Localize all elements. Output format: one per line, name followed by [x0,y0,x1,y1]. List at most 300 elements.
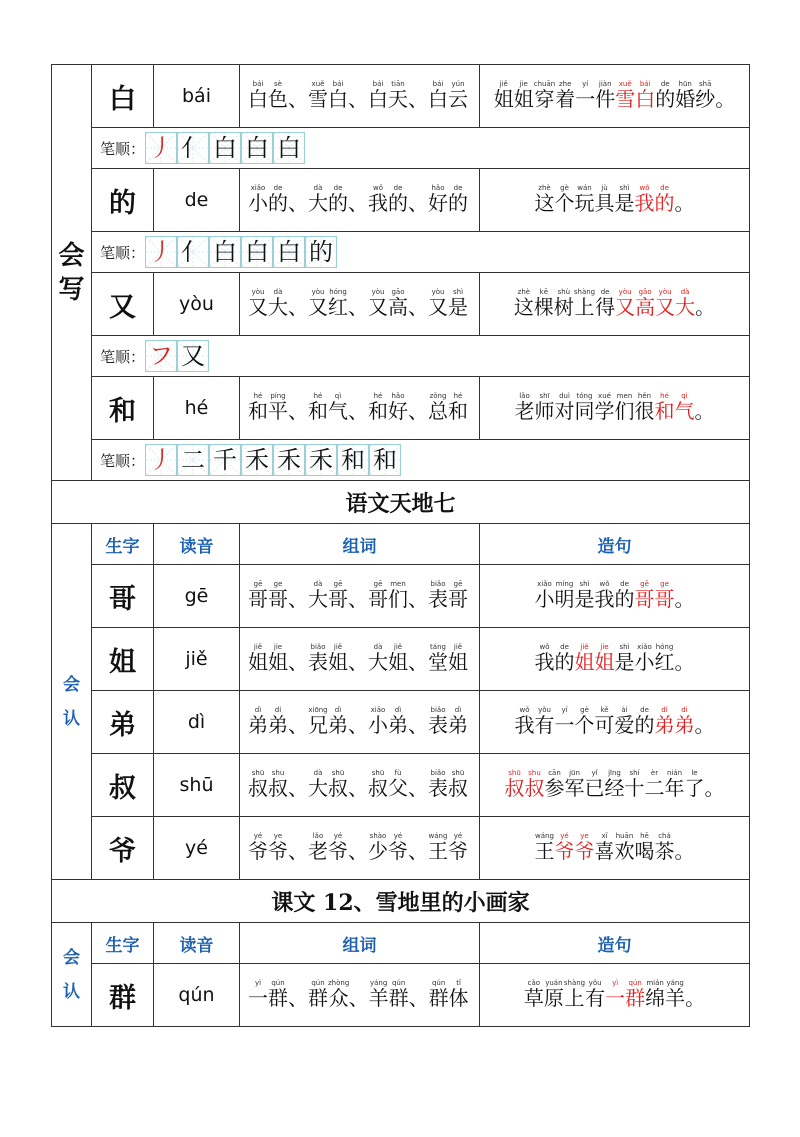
punctuation: 、 [348,776,368,800]
highlighted-char: 群qún [625,979,646,1010]
punctuation: 。 [674,650,695,674]
ruby-char: 是shì [614,643,635,674]
pinyin-annotation: hé [368,392,388,400]
pinyin-annotation: shàng [563,979,586,987]
stroke-step-box [305,444,337,476]
ruby-char: 叔shū [448,769,468,800]
ruby-char: 爷ye [268,832,288,863]
punctuation: 、 [408,650,428,674]
pinyin-annotation: wǒ [634,184,655,192]
group-label-text: 会认 [63,947,80,1002]
ruby-char: 弟dì [248,706,268,737]
words-cell [240,377,480,440]
highlighted-char: 叔shū [504,769,525,800]
words-cell [240,273,480,336]
punctuation: 、 [288,87,308,111]
ruby-char: 叔shū [248,769,268,800]
stroke-boxes [145,340,209,372]
ruby-char: 弟dì [448,706,468,737]
words-cell [240,754,480,817]
pinyin-annotation: biǎo [428,769,448,777]
pinyin-annotation: kē [533,288,554,296]
ruby-char: 的de [614,580,635,611]
example-sentence [535,580,695,612]
group-label-write [52,65,92,481]
punctuation: 。 [715,87,736,111]
character-cell: 白 [92,65,154,128]
ruby-char: 得de [595,288,616,319]
ruby-char: 白bái [248,80,268,111]
character-cell: 姐 [92,628,154,691]
sentence-cell [480,691,750,754]
ruby-char: 堂táng [428,643,448,674]
pinyin-annotation: jiě [248,643,268,651]
pinyin-cell: hé [154,377,240,440]
pinyin-annotation: shì [614,643,635,651]
pinyin-annotation: yé [328,832,348,840]
ruby-char: 哥gē [368,580,388,611]
pinyin-annotation: shū [248,769,268,777]
pinyin-annotation: de [655,80,676,88]
punctuation: 。 [704,776,725,800]
stroke-boxes [145,236,337,268]
pinyin-annotation: cān [544,769,565,777]
pinyin-annotation: hǎo [428,184,448,192]
ruby-char: 羊yáng [368,979,389,1010]
pinyin-annotation: le [684,769,705,777]
highlighted-char: 大dà [675,288,696,319]
pinyin-annotation: chá [654,832,675,840]
write-entry-row [52,65,750,128]
recognize-entry-row [52,754,750,817]
ruby-char: 同tóng [574,392,595,423]
pinyin-annotation: shu [524,769,545,777]
character-cell: 弟 [92,691,154,754]
punctuation: 、 [348,713,368,737]
pinyin-annotation: de [634,706,655,714]
punctuation: 、 [348,399,368,423]
pinyin-annotation: hūn [675,80,696,88]
pinyin-annotation: dì [654,706,675,714]
word-list [248,80,468,112]
stroke-step-glyph: 亻 [181,134,206,162]
pinyin-annotation: gāo [635,288,656,296]
pinyin-annotation: shū [328,769,348,777]
punctuation: 。 [674,587,695,611]
recognize-entry-row [52,691,750,754]
ruby-char: 姐jie [268,643,288,674]
word-list [248,706,468,738]
pinyin-annotation: tiān [388,80,408,88]
stroke-step-box [209,444,241,476]
punctuation: 、 [288,295,308,319]
pinyin-annotation: di [268,706,288,714]
stroke-step-glyph: 亻 [181,238,206,266]
pinyin-annotation: shā [695,80,716,88]
pinyin-annotation: gē [368,580,388,588]
highlighted-char: 和hé [654,392,675,423]
pinyin-annotation: jù [594,184,615,192]
ruby-char: 小xiǎo [634,643,655,674]
pinyin-annotation: fù [388,769,408,777]
stroke-step-box [177,236,209,268]
sentence-cell [480,273,750,336]
pinyin-annotation: biǎo [428,580,448,588]
ruby-char: 一yì [248,979,268,1010]
ruby-char: 爷yé [448,832,468,863]
stroke-step-box [145,236,177,268]
stroke-order-row [52,232,750,273]
ruby-char: 王wáng [428,832,448,863]
punctuation: 、 [348,295,368,319]
stroke-step-glyph: フ [149,342,174,370]
ruby-char: 大dà [368,643,388,674]
punctuation: 、 [348,986,369,1010]
ruby-char: 小xiǎo [368,706,388,737]
highlighted-char: 弟di [674,706,695,737]
punctuation: 、 [408,839,428,863]
pinyin-annotation: shu [268,769,288,777]
pinyin-annotation: yòu [308,288,328,296]
stroke-step-glyph: 丿 [149,134,174,162]
pinyin-annotation: qún [308,979,328,987]
pinyin-annotation: xiǎo [534,580,555,588]
ruby-char: 件jiàn [595,80,616,111]
ruby-char: 小xiǎo [248,184,268,215]
highlighted-char: 姐jie [594,643,615,674]
pinyin-annotation: jiàn [595,80,616,88]
punctuation: 、 [348,191,368,215]
ruby-char: 姐jiě [328,643,348,674]
stroke-step-glyph: 禾 [277,446,302,474]
ruby-char: 白bái [368,80,388,111]
ruby-char: 绵mián [645,979,666,1010]
stroke-step-glyph: 又 [181,342,206,370]
ruby-char: 又yòu [428,288,448,319]
pinyin-annotation: sè [268,80,288,88]
ruby-char: 表biǎo [308,643,328,674]
pinyin-annotation: èr [644,769,665,777]
character-cell: 爷 [92,817,154,880]
punctuation: 、 [288,986,308,1010]
pinyin-annotation: míng [554,580,575,588]
stroke-step-box [273,444,305,476]
ruby-char: 群qún [308,979,328,1010]
ruby-char: 纱shā [695,80,716,111]
pinyin-annotation: zhè [513,288,534,296]
punctuation: 、 [288,713,308,737]
sentence-cell [480,169,750,232]
pinyin-annotation: jie [513,80,534,88]
pinyin-annotation: wǒ [594,580,615,588]
pinyin-annotation: tóng [574,392,595,400]
ruby-char: 有yǒu [534,706,555,737]
highlighted-char: 爷ye [574,832,595,863]
word-list [248,643,468,675]
ruby-char: 小xiǎo [534,580,555,611]
stroke-step-box [177,132,209,164]
header-sentence: 造句 [480,524,750,565]
stroke-step-box [273,132,305,164]
stroke-step-glyph: 白 [245,134,270,162]
stroke-step-glyph: 禾 [245,446,270,474]
punctuation: 、 [408,986,429,1010]
highlighted-char: 姐jiě [574,643,595,674]
highlighted-char: 气qì [674,392,695,423]
ruby-char: 二èr [644,769,665,800]
pinyin-annotation: píng [268,392,288,400]
ruby-char: 的de [634,706,655,737]
stroke-order-row [52,336,750,377]
ruby-char: 对duì [554,392,575,423]
pinyin-annotation: jūn [564,769,585,777]
stroke-order-row [52,440,750,481]
stroke-step-glyph: 和 [341,446,366,474]
ruby-char: 经jīng [604,769,625,800]
pinyin-annotation: dì [388,706,408,714]
pinyin-annotation: mián [645,979,666,987]
pinyin-annotation: yé [554,832,575,840]
words-cell [240,691,480,754]
ruby-char: 明míng [554,580,575,611]
ruby-char: 姐jiě [388,643,408,674]
character-cell: 哥 [92,565,154,628]
pinyin-annotation: yòu [428,288,448,296]
stroke-step-glyph: 丿 [149,238,174,266]
stroke-step-glyph: 和 [373,446,398,474]
pinyin-annotation: jiě [493,80,514,88]
section-title: 语文天地七 [52,481,750,524]
pinyin-annotation: dà [308,769,328,777]
header-char: 生字 [92,923,154,964]
ruby-char: 群qún [268,979,288,1010]
stroke-step-box [145,444,177,476]
ruby-char: 和hé [448,392,468,423]
stroke-order-label: 笔顺： [100,139,146,158]
example-sentence [505,769,725,801]
header-words: 组词 [240,923,480,964]
pinyin-annotation: kě [594,706,615,714]
ruby-char: 白bái [328,80,348,111]
example-sentence [524,979,705,1011]
pinyin-annotation: hé [654,392,675,400]
pinyin-cell: qún [154,964,240,1027]
stroke-order-label: 笔顺： [100,347,146,366]
ruby-char: 学xué [594,392,615,423]
pinyin-annotation: xuě [615,80,636,88]
pinyin-annotation: shào [368,832,388,840]
pinyin-annotation: lǎo [514,392,535,400]
stroke-step-box [241,132,273,164]
highlighted-char: 又yòu [615,288,636,319]
ruby-char: 原yuán [543,979,564,1010]
words-cell [240,628,480,691]
pinyin-annotation: gē [328,580,348,588]
punctuation: 、 [288,776,308,800]
ruby-char: 叔shū [328,769,348,800]
words-cell [240,817,480,880]
pinyin-annotation: shū [368,769,388,777]
highlighted-char: 白bái [635,80,656,111]
pinyin-annotation: gè [554,184,575,192]
ruby-char: 军jūn [564,769,585,800]
pinyin-annotation: de [554,643,575,651]
pinyin-annotation: yáng [368,979,389,987]
ruby-char: 平píng [268,392,288,423]
pinyin-annotation: qì [328,392,348,400]
pinyin-annotation: xuě [308,80,328,88]
pinyin-annotation: yí [554,706,575,714]
pinyin-annotation: jiě [328,643,348,651]
ruby-char: 兄xiōng [308,706,328,737]
sentence-cell [480,964,750,1027]
pinyin-annotation: dà [368,643,388,651]
ruby-char: 老lǎo [514,392,535,423]
stroke-order-cell [92,128,750,169]
pinyin-annotation: wáng [534,832,555,840]
highlighted-char: 弟dì [654,706,675,737]
pinyin-annotation: jie [594,643,615,651]
stroke-step-box [177,340,209,372]
pinyin-annotation: yǒu [534,706,555,714]
pinyin-annotation: gē [248,580,268,588]
pinyin-annotation: ye [268,832,288,840]
punctuation: 、 [288,839,308,863]
pinyin-annotation: zhòng [328,979,350,987]
header-char: 生字 [92,524,154,565]
pinyin-annotation: dì [328,706,348,714]
stroke-step-glyph: 白 [277,134,302,162]
stroke-step-glyph: 丿 [149,446,174,474]
sentence-cell [480,817,750,880]
ruby-char: 表biǎo [428,769,448,800]
punctuation: 、 [408,191,428,215]
pinyin-annotation: yé [388,832,408,840]
pinyin-annotation: shī [534,392,555,400]
stroke-order-cell [92,440,750,481]
word-list [248,184,468,216]
ruby-char: 个gè [574,706,595,737]
pinyin-annotation: tǐ [448,979,469,987]
stroke-step-glyph: 的 [309,238,334,266]
word-list [248,580,468,612]
pinyin-annotation: dì [448,706,468,714]
punctuation: 、 [348,839,368,863]
pinyin-annotation: jīng [604,769,625,777]
pinyin-annotation: yé [448,832,468,840]
highlighted-char: 高gāo [635,288,656,319]
ruby-char: 爷yé [248,832,268,863]
ruby-char: 着zhe [555,80,576,111]
character-cell: 叔 [92,754,154,817]
sentence-cell [480,65,750,128]
ruby-char: 哥ge [268,580,288,611]
ruby-char: 茶chá [654,832,675,863]
pinyin-cell: bái [154,65,240,128]
ruby-char: 哥gē [448,580,468,611]
pinyin-annotation: de [448,184,468,192]
vocabulary-table [51,64,750,1027]
pinyin-annotation: bái [328,80,348,88]
pinyin-annotation: bái [635,80,656,88]
ruby-char: 玩wán [574,184,595,215]
stroke-step-glyph: 千 [213,446,238,474]
pinyin-annotation: de [595,288,616,296]
example-sentence [535,184,695,216]
punctuation: 、 [408,713,428,737]
ruby-char: 草cǎo [523,979,544,1010]
ruby-char: 喜xǐ [594,832,615,863]
example-sentence [515,706,715,738]
ruby-char: 可kě [594,706,615,737]
punctuation: 。 [695,295,716,319]
sentence-cell [480,754,750,817]
ruby-char: 群qún [428,979,449,1010]
pinyin-cell: shū [154,754,240,817]
highlighted-char: 一yì [605,979,626,1010]
highlighted-char: 爷yé [554,832,575,863]
stroke-step-box [241,236,273,268]
word-list [248,832,468,864]
ruby-char: 和hé [248,392,268,423]
ruby-char: 的de [268,184,288,215]
ruby-char: 大dà [308,184,328,215]
example-sentence [514,288,715,320]
ruby-char: 父fù [388,769,408,800]
pinyin-annotation: zǒng [428,392,448,400]
punctuation: 、 [408,295,428,319]
ruby-char: 又yòu [248,288,268,319]
words-cell [240,65,480,128]
pinyin-annotation: xiǎo [248,184,268,192]
pinyin-annotation: ài [614,706,635,714]
pinyin-annotation: gè [574,706,595,714]
pinyin-annotation: di [674,706,695,714]
pinyin-annotation: men [614,392,635,400]
pinyin-annotation: ge [268,580,288,588]
stroke-step-box [273,236,305,268]
stroke-step-box [305,236,337,268]
ruby-char: 姐jiě [493,80,514,111]
ruby-char: 老lǎo [308,832,328,863]
pinyin-annotation: xiǎo [634,643,655,651]
stroke-step-box [145,340,177,372]
punctuation: 、 [288,399,308,423]
punctuation: 、 [288,650,308,674]
ruby-char: 哥gē [328,580,348,611]
pinyin-cell: yòu [154,273,240,336]
sentence-cell [480,377,750,440]
pinyin-annotation: jiě [388,643,408,651]
stroke-order-row [52,128,750,169]
punctuation: 。 [685,986,706,1010]
pinyin-annotation: yǒu [585,979,606,987]
pinyin-annotation: hé [448,392,468,400]
ruby-char: 大dà [308,769,328,800]
punctuation: 。 [674,839,695,863]
ruby-char: 有yǒu [585,979,606,1010]
pinyin-annotation: hóng [328,288,348,296]
word-list [248,392,468,424]
punctuation: 、 [408,87,428,111]
pinyin-annotation: de [654,184,675,192]
write-entry-row [52,169,750,232]
stroke-step-glyph: 白 [245,238,270,266]
group-label-recognize [52,524,92,880]
pinyin-annotation: biǎo [428,706,448,714]
header-words: 组词 [240,524,480,565]
ruby-char: 和hé [308,392,328,423]
